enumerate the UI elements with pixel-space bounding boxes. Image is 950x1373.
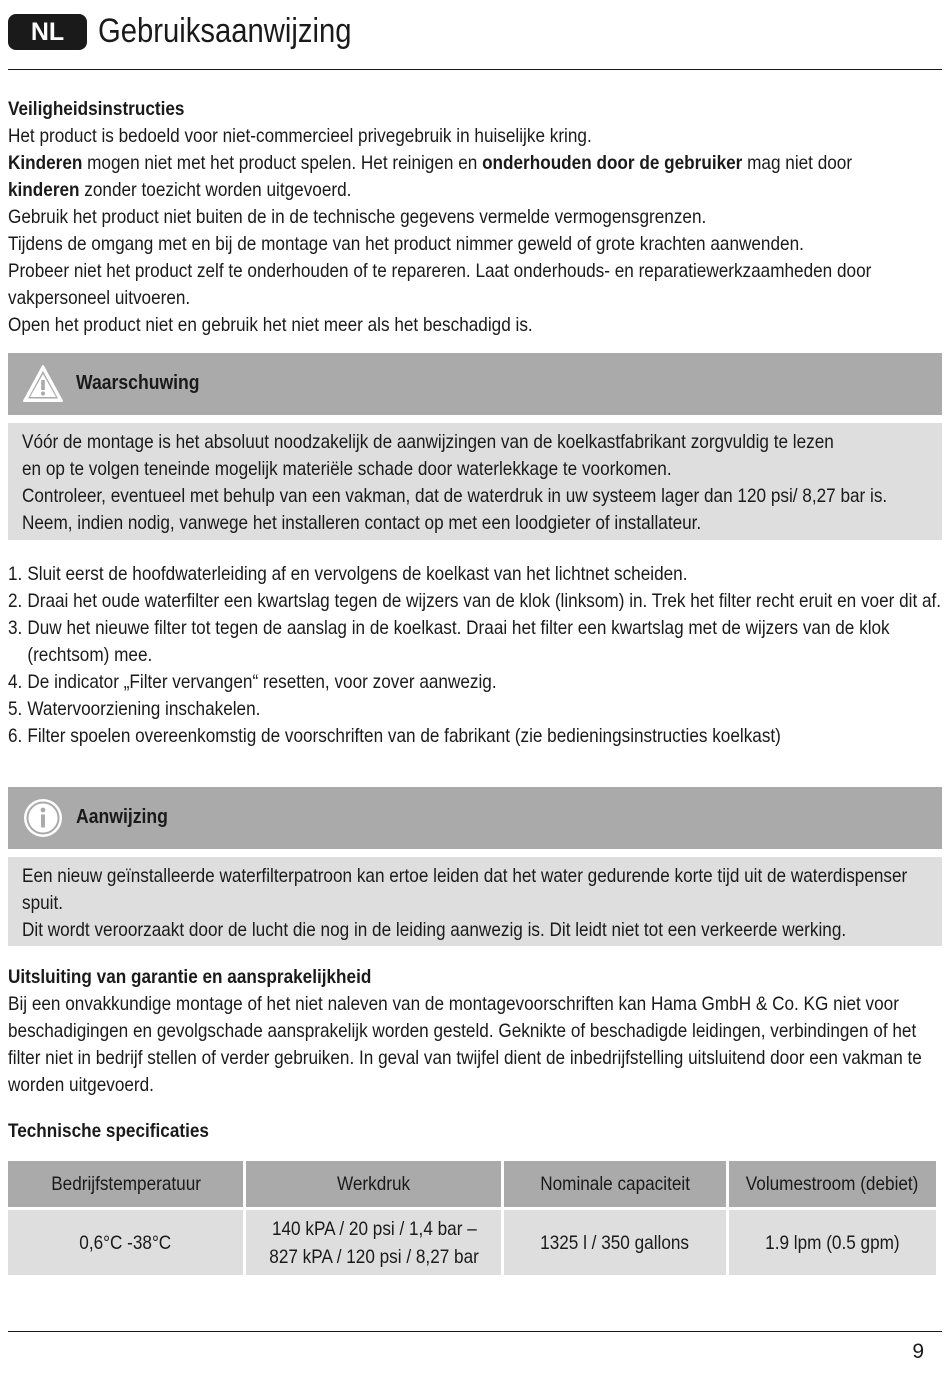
table-cell: 1.9 lpm (0.5 gpm) [729, 1210, 936, 1275]
warning-line: Neem, indien nodig, vanwege het installeren contact op met een loodgieter of installateur. [22, 512, 702, 534]
safety-heading: Veiligheidsinstructies [8, 98, 185, 120]
note-line: Een nieuw geïnstalleerde waterfilterpatroon kan ertoe leiden dat het water gedurende korte tijd uit de waterdispenser spuit. [22, 865, 908, 914]
warning-label: Waarschuwing [76, 372, 200, 394]
note-line: Dit wordt veroorzaakt door de lucht die nog in de leiding aanwezig is. Dit leidt niet tot een verkeerde werking. [22, 919, 847, 941]
steps-list [8, 561, 942, 750]
safety-paragraph: Probeer niet het product zelf te onderhouden of te repareren. Laat onderhouds- en reparatiewerkzaamheden door vakpersoneel uitvoeren. [8, 260, 872, 309]
language-badge: NL [8, 14, 87, 50]
warning-header [8, 353, 942, 415]
specs-heading: Technische specificaties [8, 1120, 209, 1142]
specs-section [8, 1118, 942, 1145]
note-body [8, 857, 942, 946]
table-cell: 140 kPA / 20 psi / 1,4 bar – 827 kPA / 120 psi / 8,27 bar [246, 1210, 501, 1275]
warning-line: Vóór de montage is het absoluut noodzakelijk de aanwijzingen van de koelkastfabrikant zorgvuldig te lezen [22, 431, 834, 453]
page-number: 9 [912, 1340, 924, 1363]
footer-rule [8, 1331, 942, 1332]
steps-section [8, 561, 942, 750]
list-item: 5. Watervoorziening inschakelen. [8, 698, 261, 720]
warning-triangle-icon [22, 363, 64, 405]
table-cell: 0,6°C -38°C [8, 1210, 243, 1275]
table-row [8, 1210, 936, 1275]
table-header-row [8, 1161, 936, 1207]
warning-line: en op te volgen teneinde mogelijk materiële schade door waterlekkage te voorkomen. [22, 458, 672, 480]
specs-table [5, 1158, 939, 1278]
table-header: Bedrijfstemperatuur [8, 1161, 243, 1207]
warranty-heading: Uitsluiting van garantie en aansprakelijkheid [8, 966, 372, 988]
safety-paragraph: Tijdens de omgang met en bij de montage van het product nimmer geweld of grote krachten aanwenden. [8, 233, 804, 255]
table-cell: 1325 l / 350 gallons [504, 1210, 725, 1275]
note-label: Aanwijzing [76, 806, 168, 828]
safety-paragraph: Het product is bedoeld voor niet-commercieel privegebruik in huiselijke kring. [8, 125, 592, 147]
note-header [8, 787, 942, 849]
list-item: 3. Duw het nieuwe filter tot tegen de aanslag in de koelkast. Draai het filter een kwartslag met de wijzers van de klok (rechtsom) mee. [8, 617, 890, 666]
page-title: Gebruiksaanwijzing [98, 12, 352, 50]
list-item: 2. Draai het oude waterfilter een kwartslag tegen de wijzers van de klok (linksom) in. Trek het filter recht eruit en voer dit af. [8, 590, 942, 612]
warranty-text: Bij een onvakkundige montage of het niet naleven van de montagevoorschriften kan Hama GmbH & Co. KG niet voor beschadigingen en gevolgschade aansprakelijk worden gesteld. Geknikte of beschadigde leidingen, verbindingen of het filter niet in bedrijf stellen of verder gebruiken. In geval van twijfel dient de inbedrijfstelling uitsluitend door een vakman te worden uitgevoerd. [8, 993, 922, 1096]
list-item: 4. De indicator „Filter vervangen“ resetten, voor zover aanwezig. [8, 671, 497, 693]
table-header: Werkdruk [246, 1161, 501, 1207]
table-header: Volumestroom (debiet) [729, 1161, 936, 1207]
safety-paragraph: Gebruik het product niet buiten de in de technische gegevens vermelde vermogensgrenzen. [8, 206, 707, 228]
list-item: 1. Sluit eerst de hoofdwaterleiding af en vervolgens de koelkast van het lichtnet scheiden. [8, 563, 688, 585]
safety-paragraph-children: Kinderen mogen niet met het product spelen. Het reinigen en onderhouden door de gebruiker mag niet door kinderen zonder toezicht worden uitgevoerd. [8, 152, 853, 201]
info-icon [22, 797, 64, 839]
warning-line: Controleer, eventueel met behulp van een vakman, dat de waterdruk in uw systeem lager dan 120 psi/ 8,27 bar is. [22, 485, 888, 507]
warranty-section [8, 964, 942, 1099]
list-item: 6. Filter spoelen overeenkomstig de voorschriften van de fabrikant (zie bedieningsinstructies koelkast) [8, 725, 781, 747]
safety-section [8, 96, 942, 339]
table-header: Nominale capaciteit [504, 1161, 725, 1207]
safety-paragraph: Open het product niet en gebruik het niet meer als het beschadigd is. [8, 314, 533, 336]
page-header [8, 10, 942, 70]
warning-body [8, 423, 942, 540]
